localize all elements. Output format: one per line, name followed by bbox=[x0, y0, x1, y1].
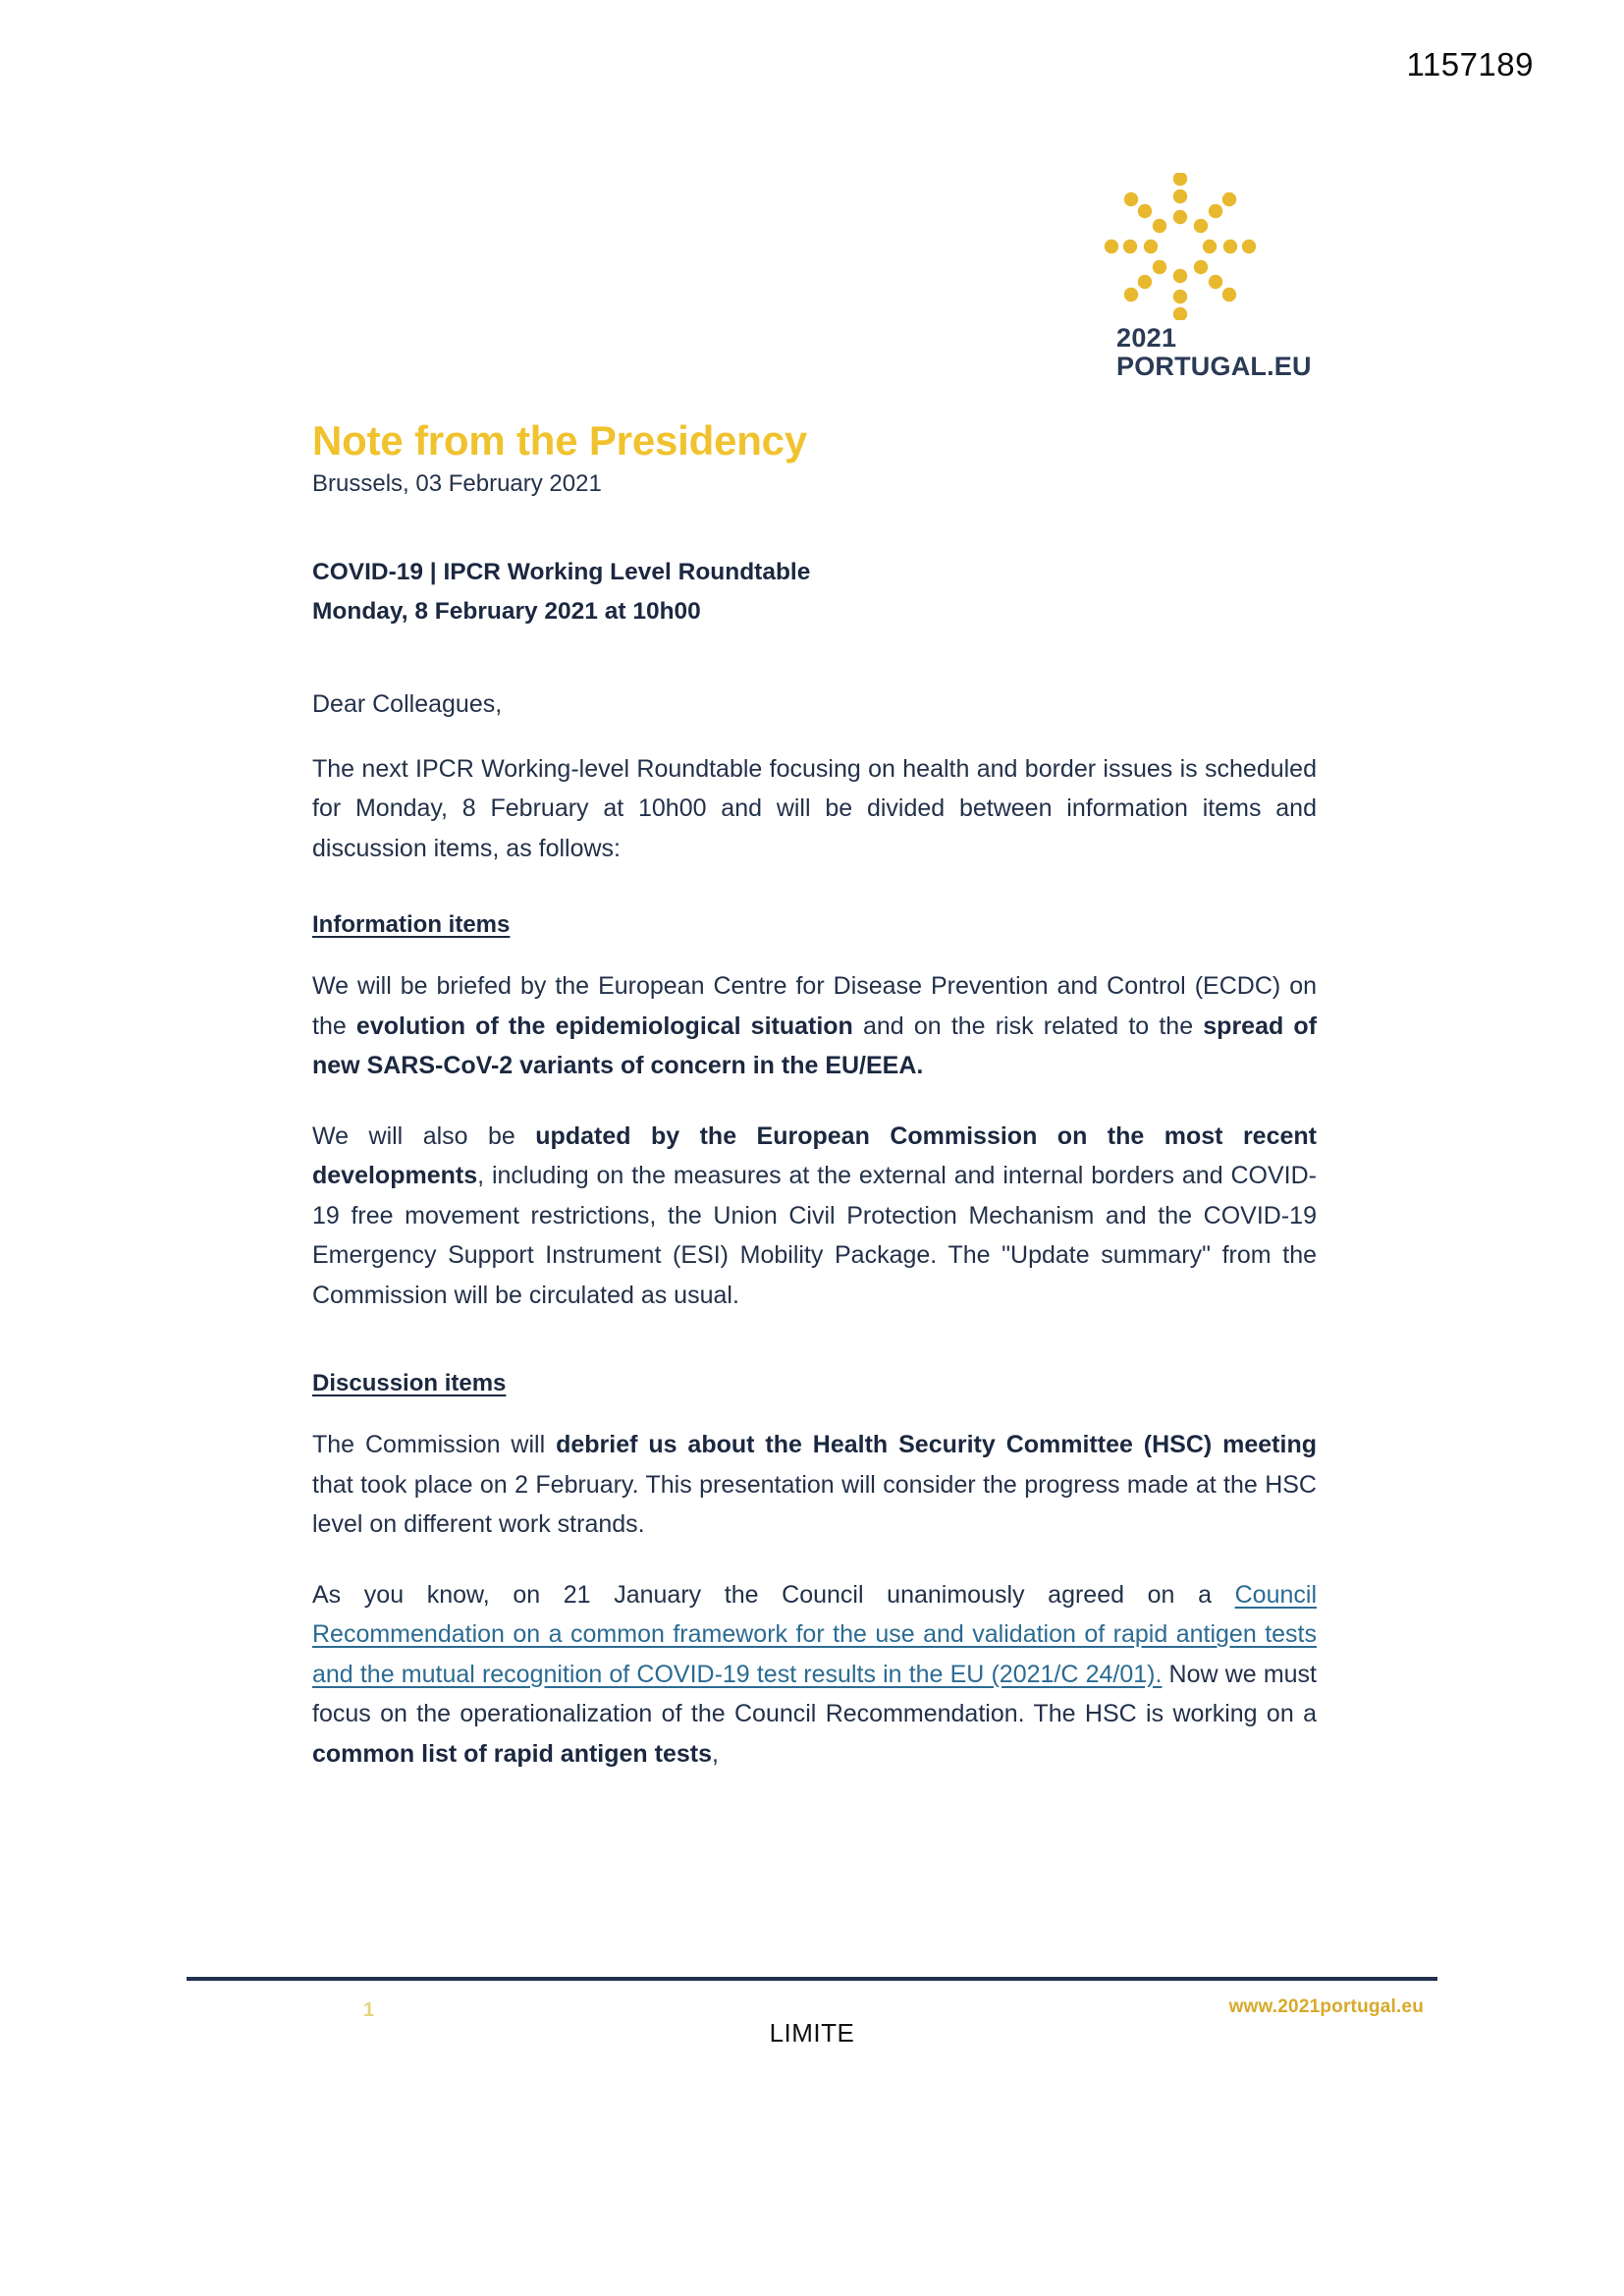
meeting-subject: COVID-19 | IPCR Working Level Roundtable bbox=[312, 559, 811, 586]
disc-p1-text-a: The Commission will bbox=[312, 1431, 557, 1459]
information-paragraph-1 bbox=[312, 966, 1317, 1086]
council-recommendation-link[interactable]: Council Recommendation on a common framework for the use and validation of rapid antigen tests and the mutual recognition of COVID-19 test results in the EU (2021/C 24/01). bbox=[312, 1580, 1317, 1688]
info-p2-text-a: We will also be bbox=[312, 1121, 536, 1150]
document-number: 1157189 bbox=[1406, 46, 1534, 82]
place-and-date: Brussels, 03 February 2021 bbox=[312, 470, 602, 498]
logo-wordmark bbox=[1116, 324, 1317, 381]
info-p1-bold-variants: spread of new SARS-CoV-2 variants of concern in the EU/EEA. bbox=[312, 1011, 1318, 1080]
page-number: 1 bbox=[363, 1999, 375, 2021]
section-heading-information: Information items bbox=[312, 911, 511, 939]
footer-website[interactable]: www.2021portugal.eu bbox=[1228, 1996, 1424, 2017]
sun-dots-icon bbox=[1097, 173, 1264, 320]
page-footer bbox=[187, 1977, 1437, 2055]
page-title: Note from the Presidency bbox=[312, 417, 807, 464]
disc-p2-text-b: Now we must focus on the operationalization of the Council Recommendation. The HSC is working on a bbox=[312, 1660, 1318, 1728]
salutation: Dear Colleagues, bbox=[312, 689, 503, 718]
footer-divider bbox=[187, 1977, 1437, 1981]
discussion-paragraph-2 bbox=[312, 1575, 1317, 1775]
logo-domain: PORTUGAL.EU bbox=[1116, 352, 1312, 382]
presidency-logo bbox=[1091, 173, 1317, 381]
disc-p2-text-d: , bbox=[712, 1739, 719, 1768]
disc-p2-text-a: As you know, on 21 January the Council unanimously agreed on a bbox=[312, 1580, 1235, 1609]
info-p1-text-a: We will be briefed by the European Centre for Disease Prevention and Control (ECDC) on the bbox=[312, 972, 1317, 1040]
info-p1-text-c: and on the risk related to the bbox=[852, 1011, 1204, 1040]
intro-paragraph: The next IPCR Working-level Roundtable focusing on health and border issues is scheduled for Monday, 8 February at 10h00 and will be divided between information items and discussion items, as follows: bbox=[312, 754, 1317, 862]
information-paragraph-2 bbox=[312, 1117, 1317, 1316]
info-p1-bold-evolution: evolution of the epidemiological situation bbox=[355, 1011, 853, 1040]
disc-p2-bold-common-list: common list of rapid antigen tests bbox=[312, 1739, 712, 1768]
footer-row bbox=[187, 1996, 1437, 2055]
disc-p1-bold-debrief: debrief us about the Health Security Committee (HSC) meeting bbox=[556, 1431, 1317, 1459]
info-p2-text-c: , including on the measures at the external and internal borders and COVID-19 free movement restrictions, the Union Civil Protection Mechanism and the COVID-19 Emergency Support Instrument (ESI) Mobility Package. The "Update summary" from the Commission will be circulated as usual. bbox=[312, 1162, 1317, 1309]
meeting-datetime: Monday, 8 February 2021 at 10h00 bbox=[312, 597, 701, 625]
classification-marking: LIMITE bbox=[769, 2018, 855, 2048]
info-p2-bold-commission: updated by the European Commission on the most recent developments bbox=[312, 1121, 1317, 1190]
disc-p1-text-c: that took place on 2 February. This presentation will consider the progress made at the HSC level on different work strands. bbox=[312, 1470, 1317, 1539]
logo-year: 2021 bbox=[1116, 323, 1177, 353]
discussion-paragraph-1 bbox=[312, 1425, 1317, 1545]
document-content bbox=[312, 417, 1317, 1774]
section-heading-discussion: Discussion items bbox=[312, 1370, 507, 1397]
